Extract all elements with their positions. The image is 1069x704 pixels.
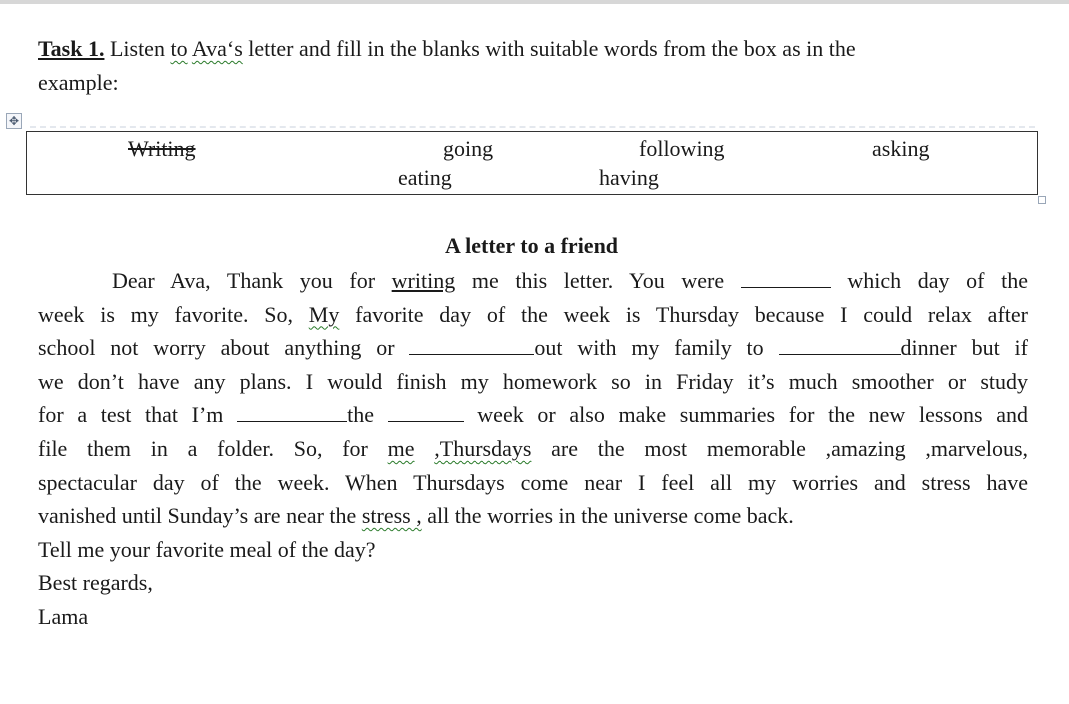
letter-body — [38, 264, 1028, 634]
letter-line: week is my favorite. So, My favorite day of the week is Thursday because I could relax after — [38, 301, 1028, 327]
word-box-item: following — [639, 136, 725, 161]
grammar-flag-my: My — [308, 301, 340, 327]
task-instruction: Task 1. Listen to Ava‘s letter and fill in the blanks with suitable words from the box as in the example: — [38, 36, 856, 95]
word-box-item: asking — [872, 136, 930, 161]
word-box-example: Writing — [128, 136, 196, 161]
table-gridline — [30, 126, 1035, 128]
word-box-item: eating — [398, 165, 452, 190]
grammar-flag-stress: stress , — [361, 503, 422, 529]
task-instruction-continued: example: — [38, 70, 119, 95]
blank-3[interactable] — [779, 336, 901, 355]
grammar-flag-thursdays: ,Thursdays — [434, 435, 532, 461]
letter-line: file them in a folder. So, for me ,Thursdays are the most memorable ,amazing ,marvelous, — [38, 435, 1029, 461]
grammar-flag-ava: Ava‘s — [191, 36, 243, 61]
grammar-flag-me: me — [387, 435, 415, 461]
table-resize-handle[interactable] — [1038, 196, 1046, 204]
word-box — [26, 131, 1038, 195]
letter-line: vanished until Sunday’s are near the stress , all the worries in the universe come back. — [38, 503, 794, 529]
table-move-handle-icon[interactable]: ✥ — [6, 113, 22, 129]
blank-1[interactable] — [741, 269, 831, 288]
word-box-item: having — [599, 165, 659, 190]
word-box-item: going — [443, 136, 494, 161]
blank-4[interactable] — [237, 403, 347, 422]
blank-2[interactable] — [409, 336, 534, 355]
letter-line: Dear Ava, Thank you for writing me this letter. You were which day of the — [112, 268, 1028, 293]
example-answer: writing — [391, 268, 456, 293]
task-label: Task 1. — [38, 36, 105, 61]
blank-5[interactable] — [388, 403, 464, 422]
letter-signature: Lama — [38, 603, 89, 629]
letter-line: for a test that I’m the week or also make summaries for the new lessons and — [38, 402, 1028, 428]
grammar-flag-to: to — [170, 36, 188, 61]
letter-question: Tell me your favorite meal of the day? — [38, 536, 376, 562]
letter-line: we don’t have any plans. I would finish my homework so in Friday it’s much smoother or study — [38, 368, 1028, 394]
letter-title: A letter to a friend — [444, 233, 619, 258]
letter-closing: Best regards, — [38, 570, 153, 596]
letter-line: spectacular day of the week. When Thursdays come near I feel all my worries and stress have — [38, 469, 1028, 495]
letter-line: school not worry about anything or out with my family to dinner but if — [38, 335, 1028, 361]
